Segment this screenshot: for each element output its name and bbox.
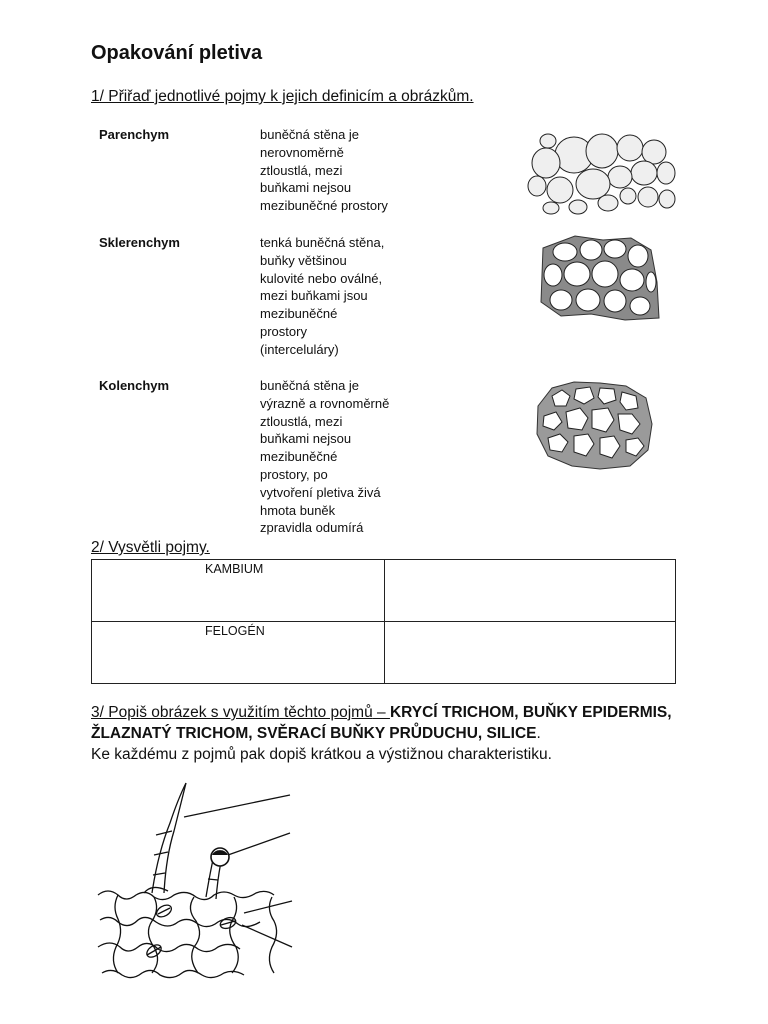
term-cell <box>92 560 385 622</box>
definition-line: mezibuněčné prostory <box>260 198 388 214</box>
sclerenchyma-cells-drawing <box>539 234 661 321</box>
term-kambium: KAMBIUM <box>205 562 264 576</box>
definition-line: prostory, po <box>260 466 328 482</box>
term-cell <box>92 622 385 684</box>
leaf-epidermis-trichomes-drawing <box>94 775 294 990</box>
term-sklerenchym: Sklerenchym <box>99 235 180 250</box>
definition-line: prostory <box>260 323 307 339</box>
task2-heading: 2/ Vysvětli pojmy. <box>91 539 210 556</box>
definition-line: ztloustlá, mezi <box>260 413 343 429</box>
definition-line: buňkami nejsou <box>260 431 352 447</box>
definition-line: zpravidla odumírá <box>260 520 364 536</box>
definition-line: buněčná stěna je <box>260 378 360 393</box>
definition-line: buněčná stěna je <box>260 127 360 142</box>
definition-line: mezibuněčné <box>260 306 338 322</box>
task3-instruction: Ke každému z pojmů pak dopiš krátkou a výstižnou charakteristiku. <box>91 746 552 763</box>
table-row <box>92 560 676 622</box>
answer-cell-kambium[interactable] <box>385 560 676 622</box>
definition-line: mezibuněčné <box>260 449 338 465</box>
task3-terms: KRYCÍ TRICHOM, BUŇKY EPIDERMIS, ŽLAZNATÝ TRICHOM, SVĚRACÍ BUŇKY PRŮDUCHU, SILICE <box>91 704 672 742</box>
definition-line: ztloustlá, mezi <box>260 162 343 178</box>
definition-line: výrazně a rovnoměrně <box>260 395 390 411</box>
definition-line: (intercelulárу) <box>260 341 339 357</box>
explain-terms-table <box>91 559 676 684</box>
task3-text <box>91 702 691 765</box>
task3-period: . <box>536 725 541 742</box>
definition-line: tenká buněčná stěna, <box>260 235 385 250</box>
definition-3 <box>260 377 440 537</box>
page-title: Opakování pletiva <box>91 42 263 64</box>
term-kolenchym: Kolenchym <box>99 378 170 393</box>
term-felogen: FELOGÉN <box>205 624 265 638</box>
table-row <box>92 622 676 684</box>
definition-1 <box>260 126 440 215</box>
task3-heading: 3/ Popiš obrázek s využitím těchto pojmů <box>91 704 373 721</box>
definition-line: buňky většinou <box>260 252 347 268</box>
answer-cell-felogen[interactable] <box>385 622 676 684</box>
parenchyma-cells-drawing <box>526 128 676 216</box>
definition-2 <box>260 234 440 359</box>
definition-line: nerovnoměrně <box>260 144 344 160</box>
definition-line: hmota buněk <box>260 502 336 518</box>
task3-dash: – <box>372 704 390 721</box>
task1-heading: 1/ Přiřaď jednotlivé pojmy k jejich definicím a obrázkům. <box>91 88 474 105</box>
definition-line: kulovité nebo oválné, <box>260 270 383 286</box>
definition-line: buňkami nejsou <box>260 180 352 196</box>
definition-line: vytvoření pletiva živá <box>260 484 381 500</box>
term-parenchym: Parenchym <box>99 127 170 142</box>
collenchyma-cells-drawing <box>534 380 656 470</box>
definition-line: mezi buňkami jsou <box>260 288 368 304</box>
